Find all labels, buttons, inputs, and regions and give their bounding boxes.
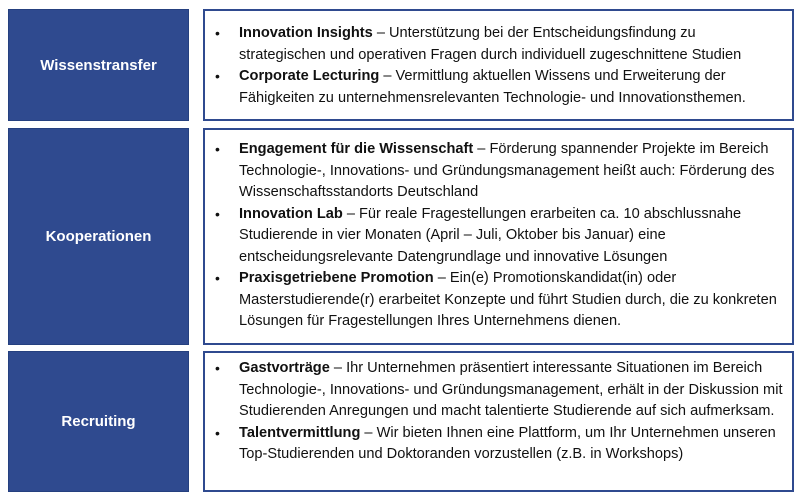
list-item [205, 23, 792, 66]
bullet-icon: • [215, 25, 220, 41]
row-content-wissenstransfer [203, 9, 794, 121]
list-item [205, 358, 792, 423]
row-label-recruiting [8, 351, 189, 492]
row-label-kooperationen [8, 128, 189, 345]
item-text: – Wir bieten Ihnen eine Plattform, um Ihr Unternehmen unseren Top-Studierenden und Doktoranden vorzustellen (z.B. in Workshops) [239, 424, 776, 462]
item-text: – Ihr Unternehmen präsentiert interessante Situationen im Bereich Technologie-, Innovations- und Gründungsmanagement, erhält in der Diskussion mit Studierenden Anregungen und macht talentierte Studierende auf sich aufmerksam. [239, 360, 783, 419]
bullet-icon: • [215, 141, 220, 157]
list-item [205, 139, 792, 204]
item-title: Corporate Lecturing [239, 68, 380, 84]
list-item [205, 423, 792, 466]
row-label-wissenstransfer [8, 9, 189, 121]
bullet-icon: • [215, 270, 220, 286]
item-text: – Ein(e) Promotionskandidat(in) oder Masterstudierende(r) erarbeitet Konzepte und führt Studien durch, die zu konkreten Lösungen für Fragestellungen Ihres Unternehmens dienen. [239, 270, 777, 329]
list-item [205, 268, 792, 333]
item-title: Engagement für die Wissenschaft [239, 141, 474, 157]
row-label-text: Kooperationen [45, 228, 152, 245]
bullet-icon: • [215, 205, 220, 222]
bullet-icon: • [215, 68, 220, 84]
item-title: Talentvermittlung [239, 424, 361, 441]
item-text: – Vermittlung aktuellen Wissens und Erweiterung der Fähigkeiten zu unternehmensrelevanten Technologie- und Innovationsthemen. [239, 68, 746, 106]
item-title: Praxisgetriebene Promotion [239, 270, 434, 286]
list-item [205, 66, 792, 109]
item-title: Gastvorträge [239, 360, 330, 376]
item-text: – Unterstützung bei der Entscheidungsfindung zu strategischen und operativen Fragen durch individuell zugeschnittene Studien [239, 25, 742, 63]
row-content-kooperationen [203, 128, 794, 345]
list-item [205, 204, 792, 269]
bullet-list [205, 358, 792, 466]
bullet-list [205, 139, 792, 333]
row-label-text: Recruiting [61, 413, 136, 430]
item-text: – Förderung spannender Projekte im Bereich Technologie-, Innovations- und Gründungsmanagement heißt auch: Förderung des Wissenschaftsstandorts Deutschland [239, 141, 775, 200]
item-text: – Für reale Fragestellungen erarbeiten ca. 10 abschlussnahe Studierende in vier Monaten (April – Juli, Oktober bis Januar) eine entscheidungsrelevante Datengrundlage und innovative Lösungen [239, 205, 742, 265]
bullet-icon: • [215, 424, 220, 441]
row-content-recruiting [203, 351, 794, 492]
row-label-text: Wissenstransfer [40, 56, 157, 74]
item-title: Innovation Lab [239, 205, 343, 222]
item-title: Innovation Insights [239, 25, 373, 41]
bullet-icon: • [215, 360, 220, 376]
bullet-list [205, 23, 792, 109]
